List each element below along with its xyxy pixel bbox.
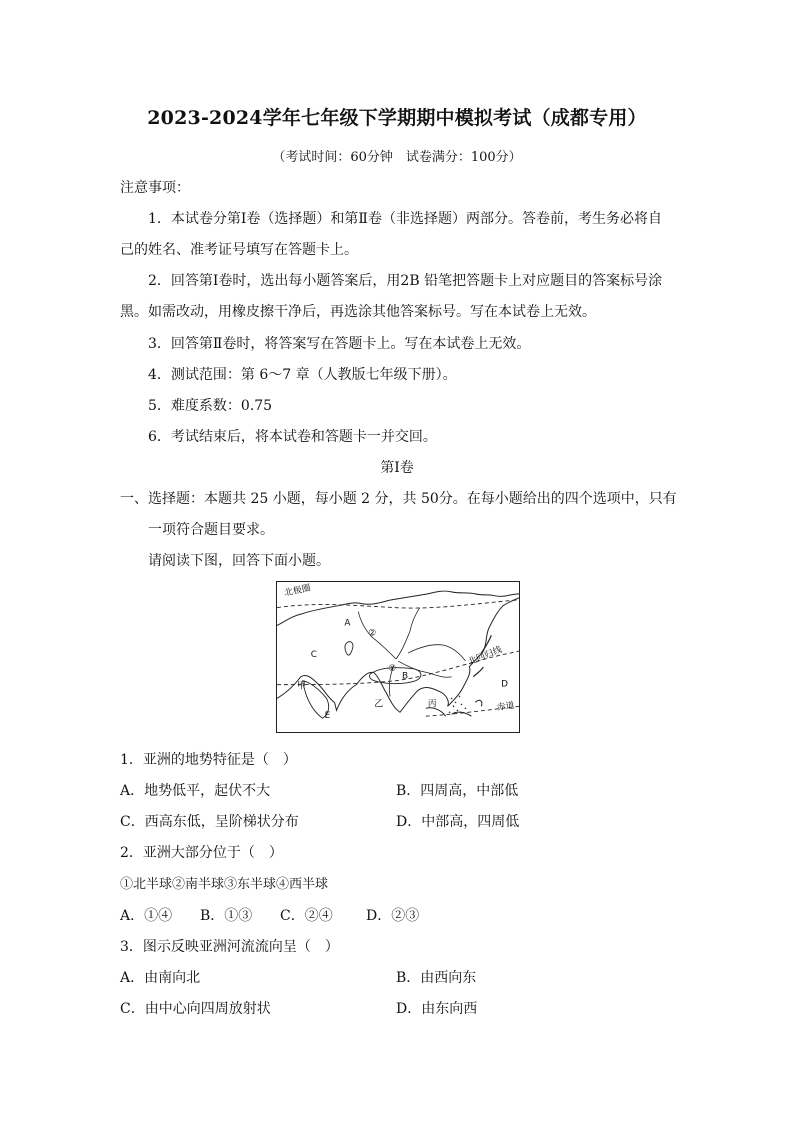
label-A: A [344, 618, 351, 629]
label-jia: 甲 [296, 681, 306, 692]
note-2: 2．回答第Ⅰ卷时，选出每小题答案后，用2B 铅笔把答题卡上对应题目的答案标号涂 [148, 273, 663, 289]
note-1-cont: 己的姓名、准考证号填写在答题卡上。 [120, 242, 358, 258]
note-5: 5．难度系数：0.75 [148, 398, 273, 414]
label-bing: 丙 [427, 699, 437, 710]
part-heading: 第Ⅰ卷 [380, 460, 414, 476]
label-E: E [324, 711, 331, 722]
question-2-statements: ①北半球②南半球③东半球④西半球 [120, 877, 329, 892]
question-1-stem: 1．亚洲的地势特征是（ ） [120, 752, 297, 768]
question-1-option-d: D．中部高，四周低 [396, 814, 520, 830]
question-2-option-b: B．①③ [200, 908, 253, 924]
note-4: 4．测试范围：第 6～7 章（人教版七年级下册）。 [148, 367, 457, 383]
section-instructions-cont: 一项符合题目要求。 [148, 522, 274, 538]
label-tropic-cancer: 北回归线 [466, 645, 504, 668]
question-2-option-c: C．②④ [280, 908, 333, 924]
page-title: 2023-2024学年七年级下学期期中模拟考试（成都专用） [147, 107, 647, 129]
notes-heading: 注意事项： [120, 180, 190, 196]
question-1-option-c: C．西高东低，呈阶梯状分布 [120, 814, 299, 830]
label-yi: 乙 [374, 699, 384, 710]
reading-intro: 请阅读下图，回答下面小题。 [148, 553, 330, 569]
label-B: B [401, 671, 409, 682]
question-1-option-b: B．四周高，中部低 [396, 783, 519, 799]
asia-map [276, 581, 520, 733]
note-6: 6．考试结束后，将本试卷和答题卡一并交回。 [148, 429, 437, 445]
question-3-option-d: D．由东向西 [396, 1001, 478, 1017]
question-3-stem: 3．图示反映亚洲河流流向呈（ ） [120, 939, 339, 955]
question-2-option-a: A．①④ [120, 908, 173, 924]
note-2-cont: 黑。如需改动，用橡皮擦干净后，再选涂其他答案标号。写在本试卷上无效。 [120, 304, 596, 320]
question-3-option-c: C．由中心向四周放射状 [120, 1001, 271, 1017]
note-1: 1．本试卷分第Ⅰ卷（选择题）和第Ⅱ卷（非选择题）两部分。答卷前，考生务必将自 [148, 211, 662, 227]
question-2-stem: 2．亚洲大部分位于（ ） [120, 845, 283, 861]
label-D: D [501, 679, 509, 690]
question-1-option-a: A．地势低平，起伏不大 [120, 783, 271, 799]
label-equator: 赤道 [496, 700, 516, 714]
question-3-option-a: A．由南向北 [120, 970, 201, 986]
label-circle-2: ② [368, 628, 377, 639]
exam-info: （考试时间：60分钟 试卷满分：100分） [272, 150, 522, 165]
question-3-option-b: B．由西向东 [396, 970, 477, 986]
note-3: 3．回答第Ⅱ卷时，将答案写在答题卡上。写在本试卷上无效。 [148, 336, 531, 352]
label-circle-1: ① [388, 663, 397, 674]
label-arctic-circle: 北极圈 [283, 583, 312, 599]
label-C: C [310, 650, 317, 660]
section-instructions: 一、选择题：本题共 25 小题，每小题 2 分，共 50分。在每小题给出的四个选项中，只有 [120, 491, 677, 507]
question-2-option-d: D．②③ [366, 908, 420, 924]
